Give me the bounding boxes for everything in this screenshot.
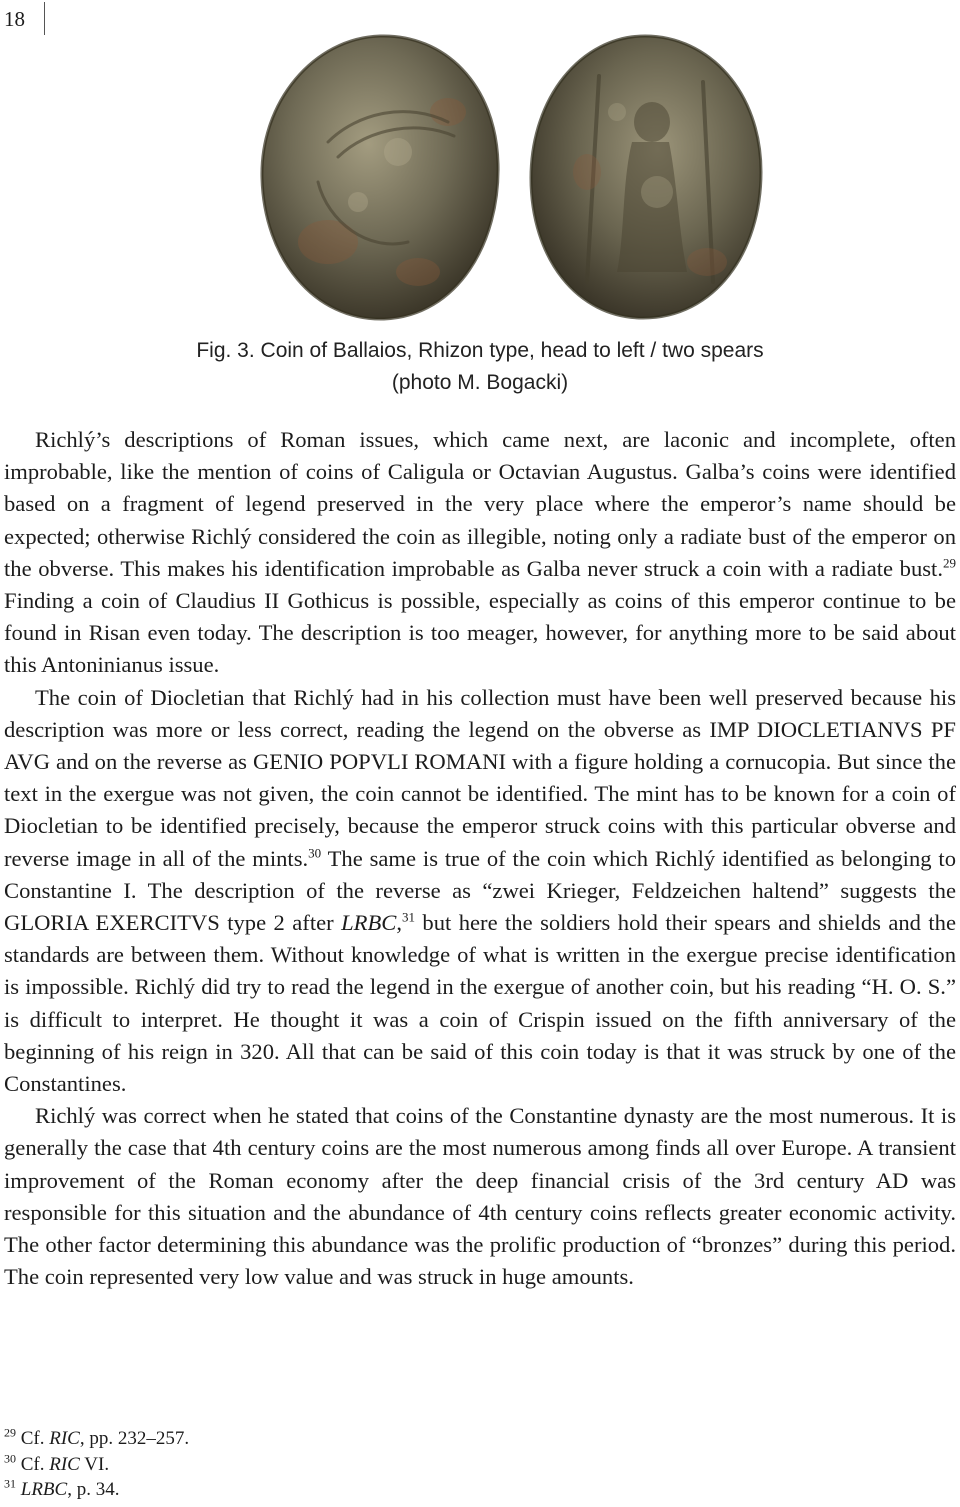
paragraph-text: The coin of Diocletian that Richlý had in his collection must have been well preserved because his description was more or less correct, reading the legend on the obverse as IMP DIOCLETIANVS PF AVG and on the reverse as GENIO POPVLI ROMANI with a figure holding a cornucopia. But since the text in the exergue was not given, the coin cannot be identified. The mint has to be known for a coin of Diocletian to be identified precisely, because the emperor struck coins with this particular obverse and reverse image in all of the mints.: [4, 684, 956, 871]
paragraph: [4, 682, 956, 1101]
paragraph-text: Finding a coin of Claudius II Gothicus is possible, especially as coins of this emperor continue to be found in Risan even today. The description is too meager, however, for anything more to be said about this Antoninianus issue.: [4, 588, 956, 678]
paragraph-text: ,: [396, 910, 402, 936]
footnote-text: Cf.: [20, 1453, 50, 1475]
paragraph-text: Richlý was correct when he stated that coins of the Constantine dynasty are the most numerous. It is generally the case that 4th century coins are the most numerous among finds all over Europe. A transient improvement of the Roman economy after the deep financial crisis of the 3rd century AD was responsible for this situation and the abundance of 4th century coins reflects greater economic activity. The other factor determining this abundance was the prolific production of “bronzes” during this period. The coin represented very low value and was struck in huge amounts.: [4, 1103, 956, 1290]
footnote-ref: 31: [402, 909, 415, 925]
footnote-text: , pp. 232–257.: [79, 1428, 190, 1449]
footnote-text: Cf.: [20, 1428, 50, 1449]
footnote-text: VI.: [79, 1453, 110, 1475]
footnote: [4, 1477, 904, 1503]
footnote-ref: 30: [308, 845, 322, 861]
footnote: [4, 1426, 904, 1452]
page-number: 18: [4, 7, 25, 31]
coin-obverse-image: [258, 32, 502, 322]
footnote: [4, 1452, 904, 1478]
footnote-number: 30: [4, 1451, 16, 1466]
figure-3: [0, 0, 960, 400]
italic-text: LRBC: [341, 910, 397, 936]
footnote-number: 29: [4, 1425, 16, 1440]
footnote-source: LRBC: [20, 1479, 68, 1500]
footnote-source: RIC: [49, 1453, 80, 1475]
figure-caption-line-1: Fig. 3. Coin of Ballaios, Rhizon type, head to left / two spears: [196, 339, 764, 362]
figure-caption-line-2: (photo M. Bogacki): [391, 371, 569, 394]
footnote-number: 31: [4, 1476, 16, 1491]
footnote-text: , p. 34.: [67, 1479, 120, 1500]
body-text: [4, 424, 956, 1293]
paragraph: [4, 1100, 956, 1293]
footnote-source: RIC: [49, 1428, 80, 1449]
paragraph: [4, 424, 956, 682]
coin-reverse-image: [527, 32, 765, 322]
paragraph-text: but here the soldiers hold their spears and shields and the standards are between them. Without knowledge of what is written in the exergue precise identification is impossible. Richlý did try to read the legend in the exergue of another coin, but his reading “H. O. S.” is difficult to interpret. He thought it was a coin of Crispin issued on the fifth anniversary of the beginning of his reign in 320. All that can be said of this coin today is that it was struck by one of the Constantines.: [4, 910, 956, 1097]
footnote-ref: 29: [943, 555, 956, 571]
paragraph-text: The same is true of the coin which Richlý identified as belonging to Constantine I. The description of the reverse as “zwei Krieger, Feldzeichen haltend” suggests the GLORIA EXERCITVS type 2 after: [4, 845, 957, 936]
footnotes: [4, 1426, 904, 1503]
paragraph-text: Richlý’s descriptions of Roman issues, which came next, are laconic and incomplete, often improbable, like the mention of coins of Caligula or Octavian Augustus. Galba’s coins were identified based on a fragment of legend preserved in the very place where the emperor’s name should be expected; otherwise Richlý considered the coin as illegible, noting only a radiate bust of the emperor on the obverse. This makes his identification improbable as Galba never struck a coin with a radiate bust.: [4, 427, 956, 581]
